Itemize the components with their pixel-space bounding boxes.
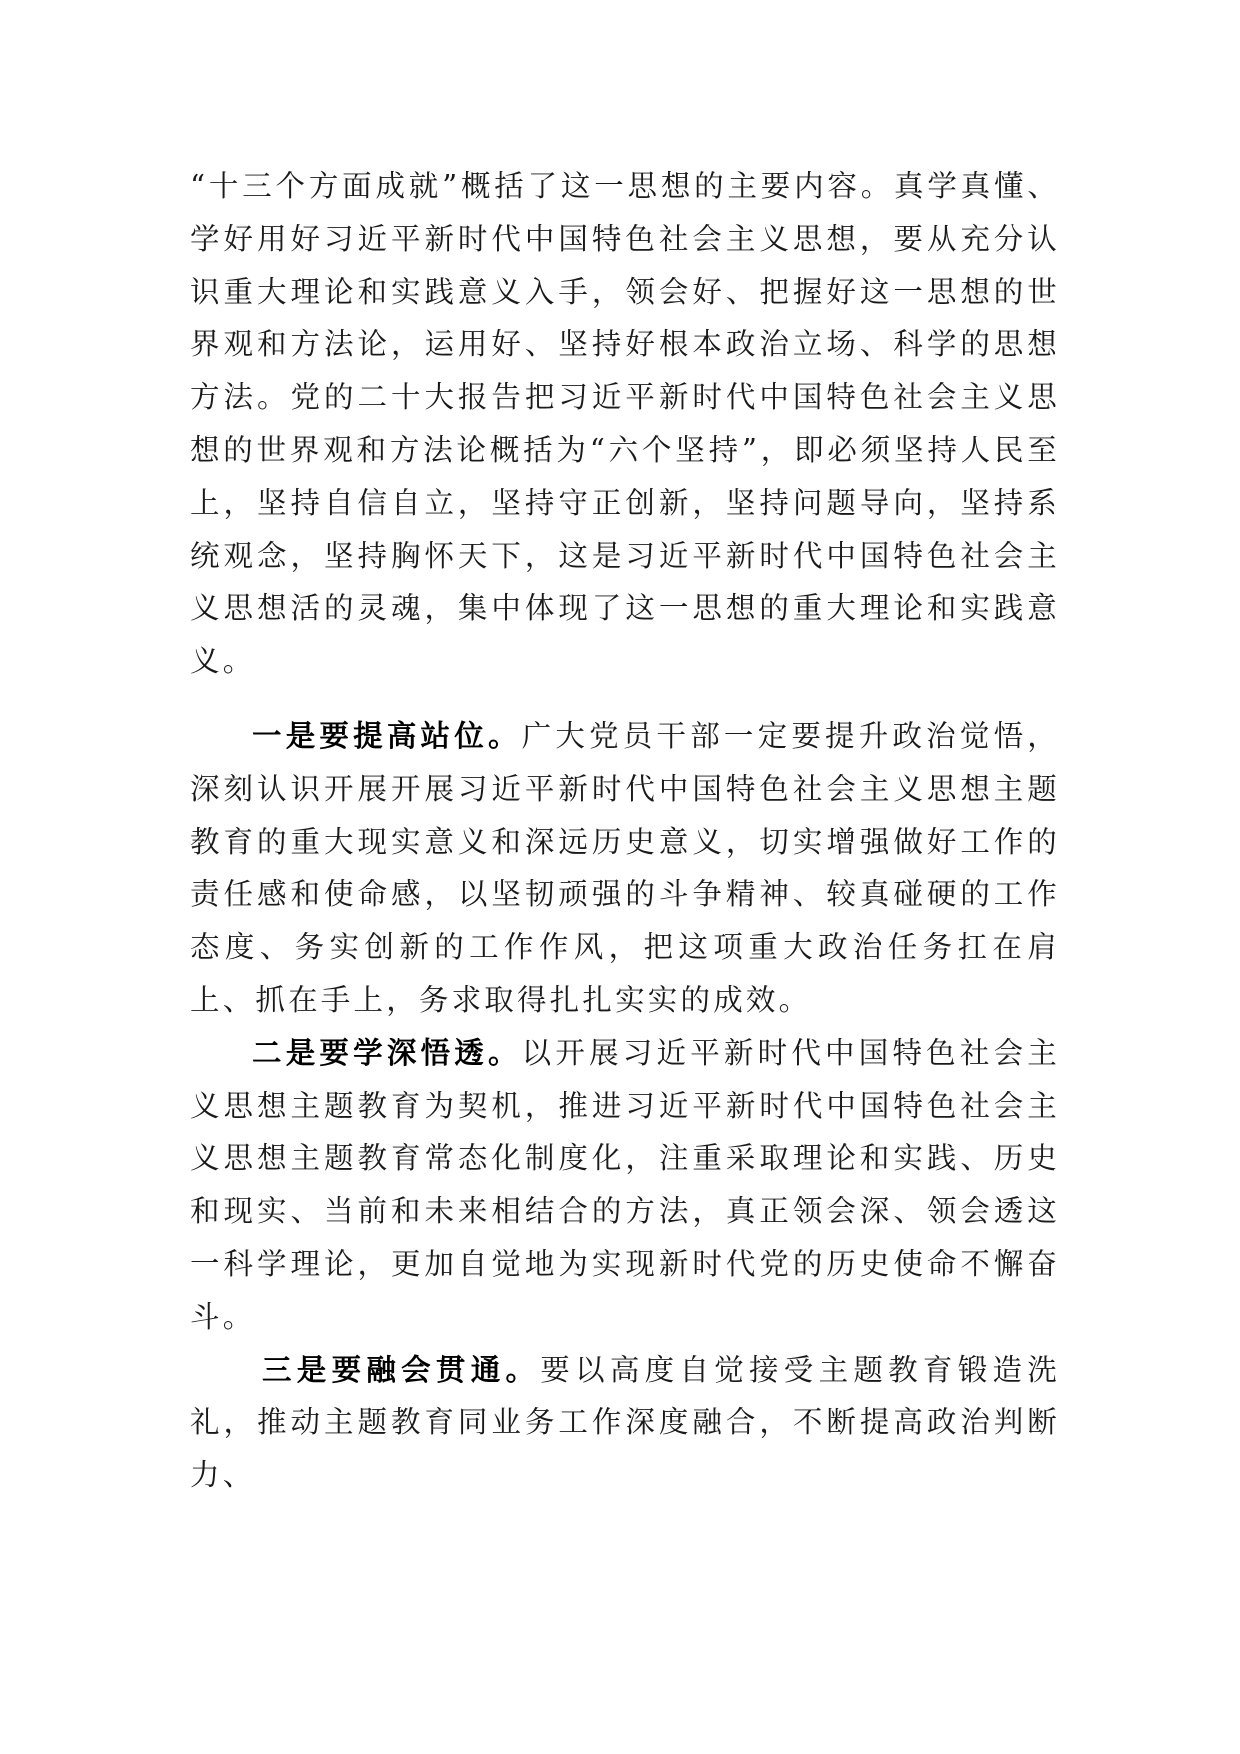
point-paragraph-2 [190,1027,1060,1344]
point-paragraph-1 [190,710,1060,1027]
point-2-text: 以开展习近平新时代中国特色社会主义思想主题教育为契机，推进习近平新时代中国特色社会主义思想主题教育常态化制度化，注重采取理论和实践、历史和现实、当前和未来相结合的方法，真正领会深、领会透这一科学理论，更加自觉地为实现新时代党的历史使命不懈奋斗。 [190,1035,1060,1334]
point-3-text: 要以高度自觉接受主题教育锻造洗礼，推动主题教育同业务工作深度融合，不断提高政治判断力、 [190,1352,1060,1493]
point-3-heading: 三是要融会贯通。 [262,1352,541,1387]
point-1-heading: 一是要提高站位。 [252,718,522,753]
document-body [190,160,1060,1502]
point-1-text: 广大党员干部一定要提升政治觉悟，深刻认识开展开展习近平新时代中国特色社会主义思想主题教育的重大现实意义和深远历史意义，切实增强做好工作的责任感和使命感，以坚韧顽强的斗争精神、较真碰硬的工作态度、务实创新的工作作风，把这项重大政治任务扛在肩上、抓在手上，务求取得扎扎实实的成效。 [190,718,1060,1017]
point-2-heading: 二是要学深悟透。 [252,1035,522,1070]
point-paragraph-3 [190,1344,1060,1502]
intro-paragraph: “十三个方面成就”概括了这一思想的主要内容。真学真懂、学好用好习近平新时代中国特色社会主义思想，要从充分认识重大理论和实践意义入手，领会好、把握好这一思想的世界观和方法论，运用好、坚持好根本政治立场、科学的思想方法。党的二十大报告把习近平新时代中国特色社会主义思想的世界观和方法论概括为“六个坚持”，即必须坚持人民至上，坚持自信自立，坚持守正创新，坚持问题导向，坚持系统观念，坚持胸怀天下，这是习近平新时代中国特色社会主义思想活的灵魂，集中体现了这一思想的重大理论和实践意义。 [190,169,1060,679]
